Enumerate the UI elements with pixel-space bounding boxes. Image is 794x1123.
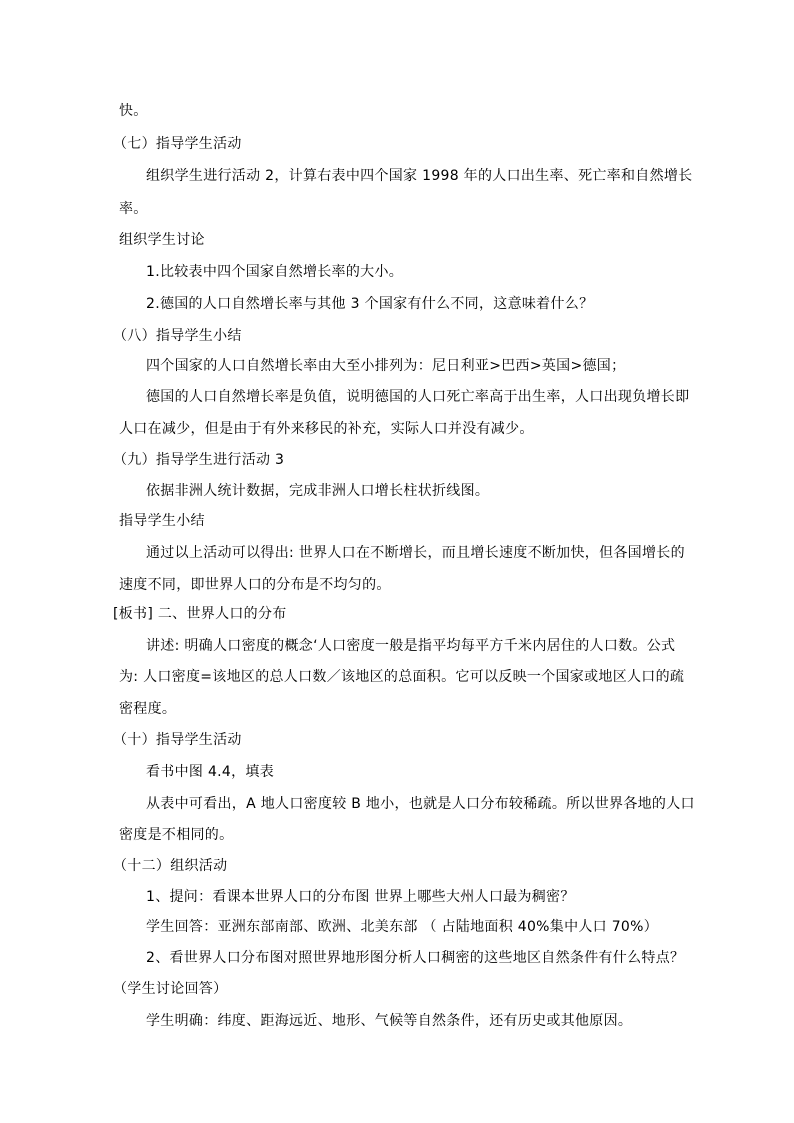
text-line: （学生讨论回答）: [113, 981, 228, 997]
text-line: 2、看世界人口分布图对照世界地形图分析人口稠密的这些地区自然条件有什么特点？: [146, 950, 685, 966]
text-line: 学生明确：纬度、距海远近、地形、气候等自然条件，还有历史或其他原因。: [146, 1013, 633, 1029]
section-heading-12: （十二）组织活动: [113, 858, 228, 874]
text-line: 从表中可看出，A 地人口密度较 B 地小，也就是人口分布较稀疏。所以世界各地的人口: [146, 796, 695, 812]
text-line: 讲述: 明确人口密度的概念‘人口密度一般是指平均每平方千米内居住的人口数。公式: [146, 638, 676, 654]
text-line: 组织学生进行活动 2，计算右表中四个国家 1998 年的人口出生率、死亡率和自然增长: [146, 168, 693, 184]
text-line: 看书中图 4.4，填表: [146, 764, 275, 780]
text-line: 通过以上活动可以得出: 世界人口在不断增长，而且增长速度不断加快，但各国增长的: [146, 545, 685, 561]
section-heading-8: （八）指导学生小结: [113, 328, 242, 344]
section-heading-10: （十）指导学生活动: [113, 732, 242, 748]
text-line: 1.比较表中四个国家自然增长率的大小。: [146, 264, 404, 280]
section-heading-9: （九）指导学生进行活动 3: [113, 452, 285, 468]
text-line: 德国的人口自然增长率是负值，说明德国的人口死亡率高于出生率，人口出现负增长即: [146, 389, 690, 405]
text-line: 速度不同，即世界人口的分布是不均匀的。: [119, 577, 391, 593]
text-line: 为: 人口密度=该地区的总人口数／该地区的总面积。它可以反映一个国家或地区人口的疏: [119, 669, 685, 685]
board-heading: [板书] 二、世界人口的分布: [113, 606, 287, 622]
text-line: 快。: [119, 103, 148, 119]
text-line: 人口在减少，但是由于有外来移民的补充，实际人口并没有减少。: [119, 421, 534, 437]
text-line: 四个国家的人口自然增长率由大至小排列为：尼日利亚>巴西>英国>德国；: [146, 358, 626, 374]
text-line: 率。: [119, 201, 148, 217]
text-line: 密程度。: [119, 701, 177, 717]
text-line: 2.德国的人口自然增长率与其他 3 个国家有什么不同，这意味着什么？: [146, 296, 594, 312]
text-line: 1、提问：看课本世界人口的分布图 世界上哪些大州人口最为稠密？: [146, 889, 575, 905]
text-line: 学生回答：亚洲东部南部、欧洲、北美东部 （ 占陆地面积 40%集中人口 70%）: [146, 919, 659, 935]
text-line: 依据非洲人统计数据，完成非洲人口增长柱状折线图。: [146, 483, 490, 499]
subheading: 组织学生讨论: [119, 232, 205, 248]
text-line: 密度是不相同的。: [119, 827, 234, 843]
subheading: 指导学生小结: [119, 513, 205, 529]
section-heading-7: （七）指导学生活动: [113, 136, 242, 152]
